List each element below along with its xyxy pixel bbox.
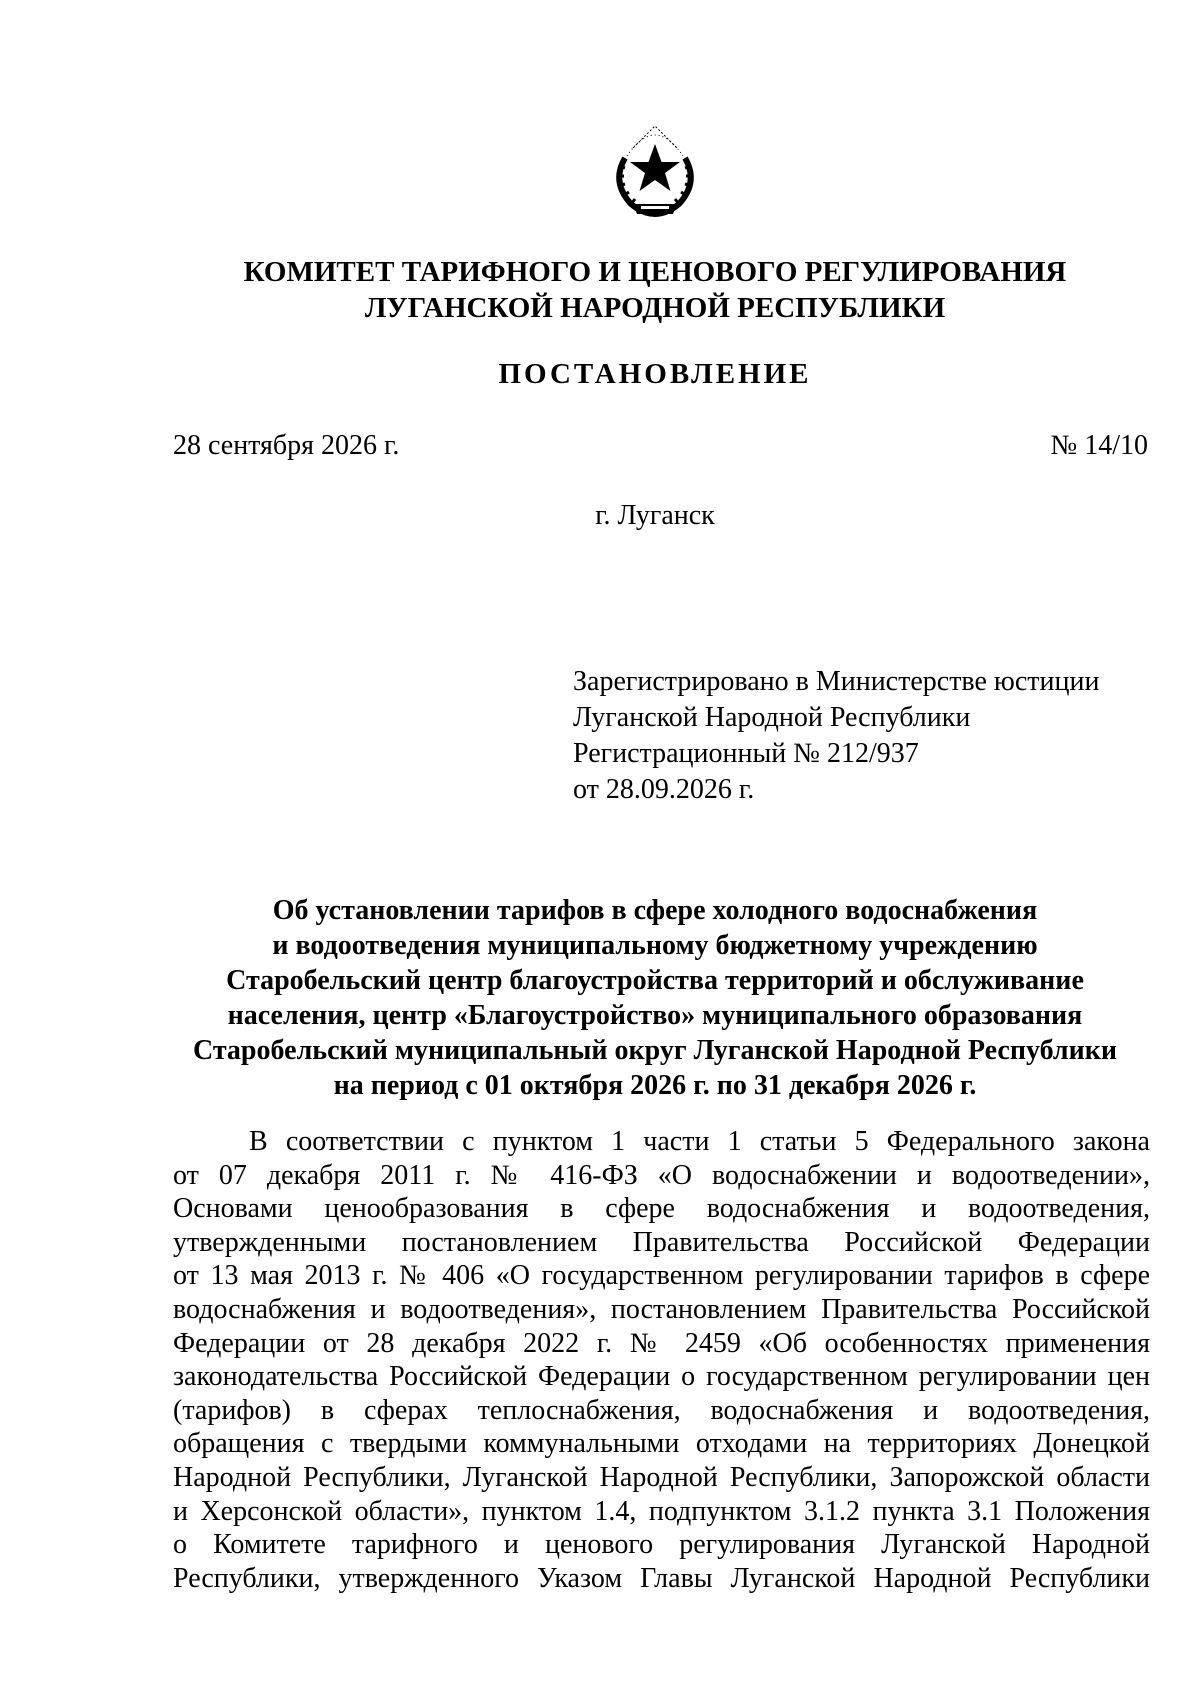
heading-line: и водоотведения муниципальному бюджетному учреждению bbox=[272, 930, 1038, 961]
heading-line: на период с 01 октября 2026 г. по 31 декабря 2026 г. bbox=[333, 1070, 977, 1101]
document-heading bbox=[0, 893, 1200, 1103]
document-place: г. Луганск bbox=[595, 500, 715, 531]
body-line: (тарифов) в сферах теплоснабжения, водоснабжения и водоотведения, bbox=[173, 1394, 1150, 1426]
registration-line: Зарегистрировано в Министерстве юстиции bbox=[573, 666, 1100, 697]
body-line: и Херсонской области», пунктом 1.4, подпунктом 3.1.2 пункта 3.1 Положения bbox=[173, 1495, 1150, 1527]
organization-title-line: ЛУГАНСКОЙ НАРОДНОЙ РЕСПУБЛИКИ bbox=[364, 292, 946, 324]
registration-line: Луганской Народной Республики bbox=[573, 702, 971, 733]
body-line: обращения с твердыми коммунальными отходами на территориях Донецкой bbox=[173, 1428, 1150, 1460]
coat-of-arms-star-wreath-icon bbox=[603, 118, 707, 222]
registration-line: от 28.09.2026 г. bbox=[573, 774, 755, 805]
document-date: 28 сентября 2026 г. bbox=[173, 430, 400, 461]
document-type: ПОСТАНОВЛЕНИЕ bbox=[498, 358, 812, 390]
body-line: утвержденными постановлением Правительства Российской Федерации bbox=[173, 1226, 1150, 1258]
body-line: Народной Республики, Луганской Народной Республики, Запорожской области bbox=[173, 1461, 1150, 1493]
body-paragraph bbox=[173, 1125, 1150, 1595]
body-line: о Комитете тарифного и ценового регулирования Луганской Народной bbox=[173, 1529, 1150, 1561]
body-line: от 07 декабря 2011 г. № 416-ФЗ «О водоснабжении и водоотведении», bbox=[173, 1159, 1150, 1191]
organization-title bbox=[0, 254, 1200, 326]
body-line: Федерации от 28 декабря 2022 г. № 2459 «Об особенностях применения bbox=[173, 1327, 1150, 1359]
body-line: водоснабжения и водоотведения», постановлением Правительства Российской bbox=[173, 1293, 1150, 1325]
heading-line: населения, центр «Благоустройство» муниципального образования bbox=[227, 1000, 1083, 1031]
body-line: законодательства Российской Федерации о государственном регулировании цен bbox=[173, 1361, 1150, 1393]
body-line: Основами ценообразования в сфере водоснабжения и водоотведения, bbox=[173, 1193, 1150, 1225]
body-line: от 13 мая 2013 г. № 406 «О государственном регулировании тарифов в сфере bbox=[173, 1260, 1150, 1292]
heading-line: Старобельский муниципальный округ Луганской Народной Республики bbox=[192, 1035, 1117, 1066]
registration-stamp bbox=[573, 664, 1099, 808]
body-line: Республики, утвержденного Указом Главы Луганской Народной Республики bbox=[173, 1562, 1150, 1594]
body-line: В соответствии с пунктом 1 части 1 статьи 5 Федерального закона bbox=[249, 1126, 1150, 1157]
heading-line: Старобельский центр благоустройства территорий и обслуживание bbox=[226, 965, 1084, 996]
document-number: № 14/10 bbox=[1050, 430, 1148, 461]
coat-of-arms-emblem bbox=[603, 118, 707, 222]
organization-title-line: КОМИТЕТ ТАРИФНОГО И ЦЕНОВОГО РЕГУЛИРОВАНИЯ bbox=[243, 256, 1067, 288]
heading-line: Об установлении тарифов в сфере холодного водоснабжения bbox=[272, 895, 1038, 926]
registration-line: Регистрационный № 212/937 bbox=[573, 738, 919, 769]
